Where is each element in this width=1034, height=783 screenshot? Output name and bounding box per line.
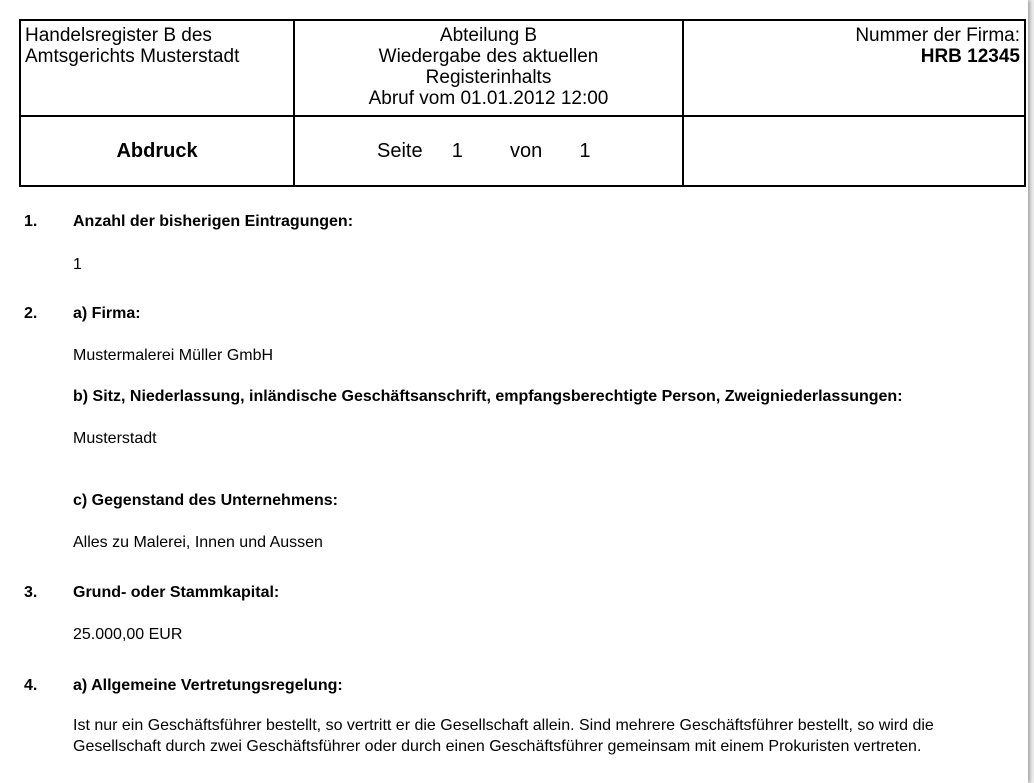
section-3-value: 25.000,00 EUR	[73, 626, 183, 643]
section-2b-heading: b) Sitz, Niederlassung, inländische Geschäftsanschrift, empfangsberechtigte Person, Zweigniederlassungen:	[73, 388, 903, 405]
retrieval-date: Abruf vom 01.01.2012 12:00	[368, 88, 609, 109]
section-1-heading: Anzahl der bisherigen Eintragungen:	[73, 213, 354, 230]
section-3-heading: Grund- oder Stammkapital:	[73, 584, 280, 601]
section-3-number: 3.	[24, 584, 38, 601]
section-4a-heading: a) Allgemeine Vertretungsregelung:	[73, 677, 343, 694]
court-line-1: Handelsregister B des	[25, 25, 212, 46]
section-1-number: 1.	[24, 213, 38, 230]
section-2c-value: Alles zu Malerei, Innen und Aussen	[73, 534, 323, 551]
department-line-2: Wiedergabe des aktuellen	[378, 46, 599, 67]
register-header-table	[19, 19, 1026, 187]
section-4a-value: Ist nur ein Geschäftsführer bestellt, so vertritt er die Gesellschaft allein. Sind mehrere Geschäftsführer bestellt, so wird die Gesellschaft durch zwei Geschäftsführer oder durch einen Geschäftsführer gemeinsam mit einem Prokuristen vertreten.	[73, 717, 934, 755]
department-cell	[294, 20, 683, 116]
section-2a-heading: a) Firma:	[73, 305, 141, 322]
page-label: Seite	[377, 139, 423, 162]
section-2b-value: Musterstadt	[73, 430, 157, 447]
page-total: 1	[579, 139, 591, 162]
empty-cell	[683, 116, 1025, 186]
page-current: 1	[451, 139, 463, 162]
print-type-cell	[20, 116, 294, 186]
court-line-2: Amtsgerichts Musterstadt	[25, 46, 240, 67]
department-line-3: Registerinhalts	[425, 67, 552, 88]
section-1-value: 1	[73, 256, 82, 273]
section-2-number: 2.	[24, 305, 38, 322]
company-number-cell	[683, 20, 1025, 116]
section-4-number: 4.	[24, 677, 38, 694]
print-type-label: Abdruck	[116, 139, 198, 162]
page-of-label: von	[509, 139, 543, 162]
section-2c-heading: c) Gegenstand des Unternehmens:	[73, 492, 338, 509]
company-number-label: Nummer der Firma:	[855, 25, 1020, 46]
court-cell	[20, 20, 294, 116]
company-number: HRB 12345	[920, 46, 1020, 67]
department-line-1: Abteilung B	[439, 25, 538, 46]
section-2a-value: Mustermalerei Müller GmbH	[73, 347, 274, 364]
page-info-cell	[294, 116, 683, 186]
